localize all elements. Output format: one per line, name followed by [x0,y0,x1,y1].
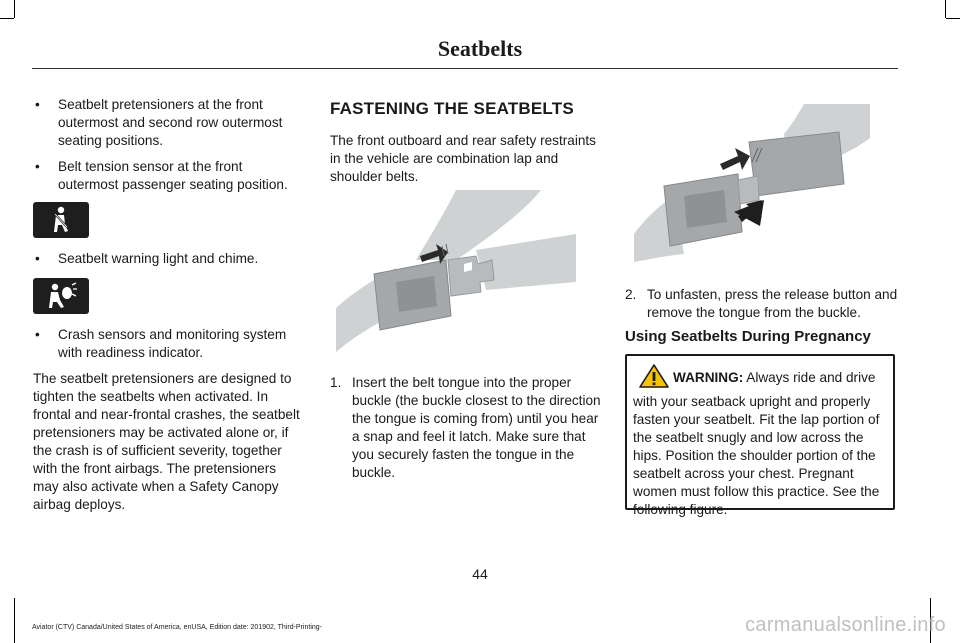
crop-mark [945,0,946,18]
page-title: Seatbelts [437,36,523,61]
pregnancy-heading-wrap [625,328,900,346]
step-text: Insert the belt tongue into the proper buckle (the buckle closest to the direction the tongue is coming from) until you hear a snap and feel it latch. Make sure that you securely fasten the tongue in the buckle. [352,375,601,480]
step-number: 2. [625,287,637,302]
pretensioner-paragraph: The seatbelt pretensioners are designed to tighten the seatbelts when activated. In frontal and near-frontal crashes, the seatbelt pretensioners may be activated alone or, if the crash is of sufficient severity, together with the front airbags. The pretensioners may also activate when a Safety Canopy airbag deploys. [33,371,300,512]
watermark: carmanualsonline.info [745,614,946,636]
airbag-indicator-icon [33,278,89,314]
crop-mark [14,598,15,643]
buckle-release-illustration [634,104,870,262]
warning-icon [639,364,669,393]
bullet-item: • Seatbelt pretensioners at the front outermost and second row outermost seating positions. [33,96,305,150]
page-number: 44 [472,566,488,582]
buckle-fasten-illustration [336,190,576,352]
bullet-item: • Crash sensors and monitoring system with readiness indicator. [33,326,305,362]
bullet-item: • Belt tension sensor at the front outermost passenger seating position. [33,158,305,194]
crop-mark [14,0,15,18]
crop-mark [0,18,14,19]
step-2 [625,286,900,322]
warning-text: Always ride and drive with your seatback upright and properly fasten your seatbelt. Fit the lap portion of the seatbelt snugly and low across the hips. Position the shoulder portion of the seatbelt across your chest. Pregnant women must follow this practice. See the following figure. [633,370,880,517]
middle-column [330,100,602,186]
intro-paragraph: The front outboard and rear safety restraints in the vehicle are combination lap and shoulder belts. [330,133,596,184]
section-subheading: Using Seatbelts During Pregnancy [625,328,871,345]
crop-mark [946,18,960,19]
section-heading: FASTENING THE SEATBELTS [330,99,574,118]
seatbelt-warning-icon [33,202,89,238]
bullet-item: • Seatbelt warning light and chime. [33,250,305,268]
step-text: To unfasten, press the release button and remove the tongue from the buckle. [647,287,898,320]
warning-label: WARNING: [673,370,744,385]
step-number: 1. [330,375,342,390]
edition-info: Aviator (CTV) Canada/United States of America, enUSA, Edition date: 201902, Third-Printing- [32,624,323,631]
step-1 [330,374,602,482]
left-column [33,96,305,514]
header-divider [32,68,898,69]
warning-box [625,354,895,517]
